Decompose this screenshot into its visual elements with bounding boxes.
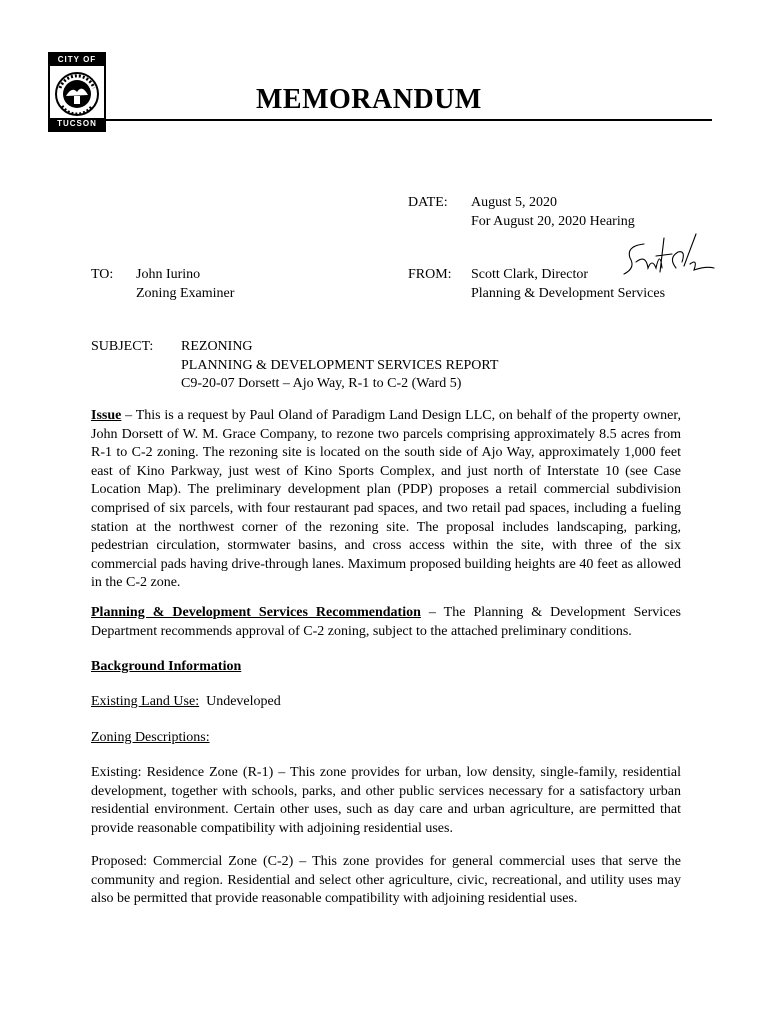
memo-title: MEMORANDUM bbox=[256, 84, 482, 115]
logo-top-text: CITY OF bbox=[50, 54, 104, 66]
from-title: Planning & Development Services bbox=[471, 286, 666, 301]
zoning-descriptions-row bbox=[91, 729, 681, 748]
title-rule bbox=[106, 119, 712, 121]
hearing-date: For August 20, 2020 Hearing bbox=[471, 214, 635, 229]
to-label: TO: bbox=[91, 267, 114, 282]
recommendation-heading: Planning & Development Services Recommendation bbox=[91, 605, 421, 620]
city-of-tucson-logo bbox=[48, 52, 106, 132]
subject-line-2: PLANNING & DEVELOPMENT SERVICES REPORT bbox=[181, 358, 499, 373]
proposed-zone-paragraph: Proposed: Commercial Zone (C-2) – This zone provides for general commercial uses that serve the community and region. Residential and select other agriculture, civic, recreational, and utility uses may also be permitted that provide reasonable compatibility with adjoining residential uses. bbox=[91, 854, 681, 907]
background-heading-row bbox=[91, 658, 681, 677]
existing-land-use-value: Undeveloped bbox=[199, 694, 281, 709]
issue-heading: Issue bbox=[91, 408, 122, 423]
subject-label: SUBJECT: bbox=[91, 339, 154, 354]
to-name: John Iurino bbox=[136, 267, 201, 282]
existing-land-use-label: Existing Land Use: bbox=[91, 694, 200, 709]
existing-land-use-row bbox=[91, 693, 681, 712]
from-label: FROM: bbox=[408, 267, 452, 282]
subject-line-1: REZONING bbox=[181, 339, 253, 354]
logo-bottom-text: TUCSON bbox=[50, 118, 104, 130]
subject-line-3: C9-20-07 Dorsett – Ajo Way, R-1 to C-2 (Ward 5) bbox=[181, 376, 462, 391]
to-title: Zoning Examiner bbox=[136, 286, 235, 301]
recommendation-text: – The Planning & Development Services Department recommends approval of C-2 zoning, subject to the attached preliminary conditions. bbox=[91, 605, 682, 639]
city-seal-icon bbox=[54, 68, 100, 120]
background-heading: Background Information bbox=[91, 659, 242, 674]
issue-paragraph bbox=[91, 407, 681, 593]
zoning-descriptions-label: Zoning Descriptions: bbox=[91, 730, 210, 745]
issue-text: – This is a request by Paul Oland of Paradigm Land Design LLC, on behalf of the property owner, John Dorsett of W. M. Grace Company, to rezone two parcels comprising approximately 8.5 acres from R-1 to C-2 zoning. The rezoning site is located on the south side of Ajo Way, approximately 1,000 feet east of Kino Parkway, just west of Kino Sports Complex, and just north of Interstate 10 (see Case Location Map). The preliminary development plan (PDP) proposes a retail commercial subdivision comprised of six parcels, with four restaurant pad spaces, and two retail pad spaces, including a fueling station at the northwest corner of the rezoning site. The proposal includes landscaping, parking, pedestrian circulation, stormwater basins, and cross access within the site, with three of the six commercial pads having drive-through lanes. Maximum proposed building heights are 40 feet as allowed in the C-2 zone. bbox=[91, 408, 681, 591]
from-name: Scott Clark, Director bbox=[471, 267, 589, 282]
recommendation-paragraph bbox=[91, 604, 681, 641]
date-value: August 5, 2020 bbox=[471, 195, 557, 210]
signature-image bbox=[616, 228, 716, 284]
date-label: DATE: bbox=[408, 195, 448, 210]
existing-zone-paragraph: Existing: Residence Zone (R-1) – This zone provides for urban, low density, single-family, residential development, together with schools, parks, and other public services necessary for a satisfactory urban residential environment. Certain other uses, such as day care and urban agriculture, are permitted that provide reasonable compatibility with adjoining residential uses. bbox=[91, 765, 681, 836]
